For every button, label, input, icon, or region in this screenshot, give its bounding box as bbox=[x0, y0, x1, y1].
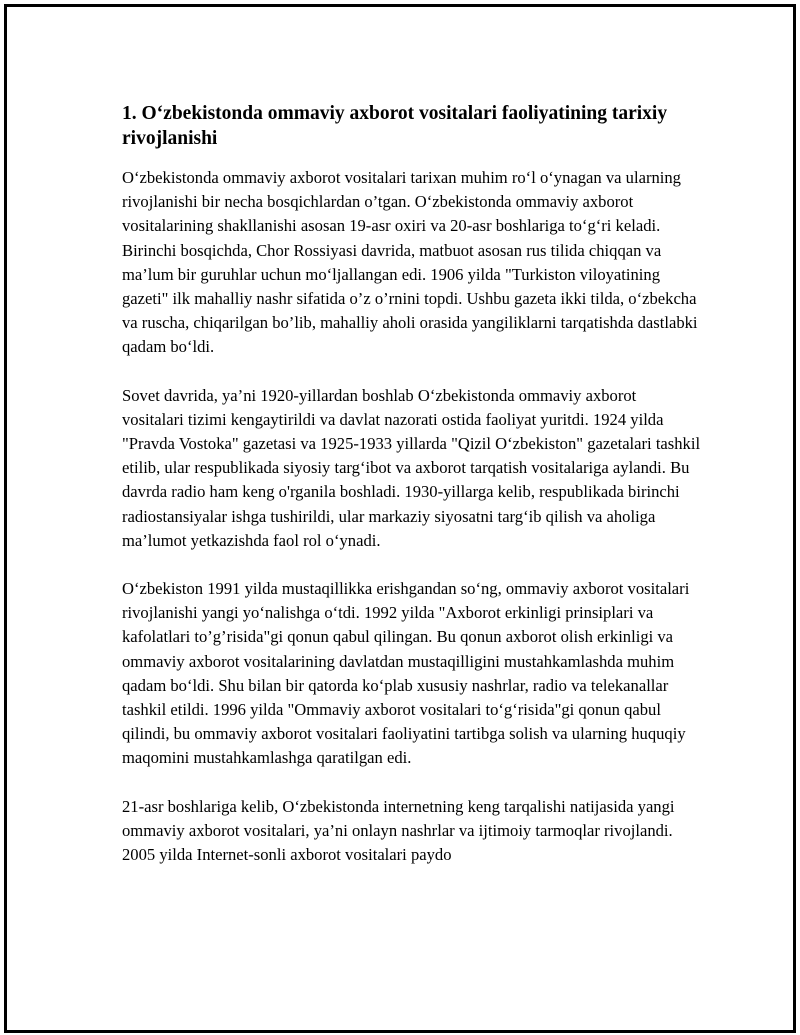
document-content bbox=[122, 101, 702, 891]
page-frame bbox=[4, 4, 796, 1033]
paragraph-1: O‘zbekistonda ommaviy axborot vositalari tarixan muhim ro‘l o‘ynagan va ularning rivojlanishi bir necha bosqichlardan o’tgan. O‘zbekistonda ommaviy axborot vositalarining shakllanishi asosan 19-asr oxiri va 20-asr boshlariga to‘g‘ri keladi. Birinchi bosqichda, Chor Rossiyasi davrida, matbuot asosan rus tilida chiqqan va ma’lum bir guruhlar uchun mo‘ljallangan edi. 1906 yilda "Turkiston viloyatining gazeti" ilk mahalliy nashr sifatida o’z o’rnini topdi. Ushbu gazeta ikki tilda, o‘zbekcha va ruscha, chiqarilgan bo’lib, mahalliy aholi orasida yangiliklarni tarqatishda dastlabki qadam bo‘ldi. bbox=[122, 168, 698, 357]
section-heading: 1. O‘zbekistonda ommaviy axborot vositalari faoliyatining tarixiy rivojlanishi bbox=[122, 103, 668, 149]
paragraph-3: O‘zbekiston 1991 yilda mustaqillikka erishgandan so‘ng, ommaviy axborot vositalari rivojlanishi yangi yo‘nalishga o‘tdi. 1992 yilda "Axborot erkinligi prinsiplari va kafolatlari to’g’risida"gi qonun qabul qilingan. Bu qonun axborot olish erkinligi va ommaviy axborot vositalarining davlatdan mustaqilligini mustahkamlashda muhim qadam bo‘ldi. Shu bilan bir qatorda ko‘plab xususiy nashrlar, radio va telekanallar tashkil etildi. 1996 yilda "Ommaviy axborot vositalari to‘g‘risida"gi qonun qabul qilindi, bu ommaviy axborot vositalari faoliyatini tartibga solish va ularning huquqiy maqomini mustahkamlashga qaratilgan edi. bbox=[122, 579, 690, 768]
paragraph-4: 21-asr boshlariga kelib, O‘zbekistonda internetning keng tarqalishi natijasida yangi ommaviy axborot vositalari, ya’ni onlayn nashrlar va ijtimoiy tarmoqlar rivojlandi. 2005 yilda Internet-sonli axborot vositalari paydo bbox=[122, 796, 675, 865]
paragraph-2: Sovet davrida, ya’ni 1920-yillardan boshlab O‘zbekistonda ommaviy axborot vositalari tizimi kengaytirildi va davlat nazorati ostida faoliyat yuritdi. 1924 yilda "Pravda Vostoka" gazetasi va 1925-1933 yillarda "Qizil O‘zbekiston" gazetalari tashkil etilib, ular respublikada siyosiy targ‘ibot va axborot tarqatish vositalariga aylandi. Bu davrda radio ham keng o'rganila boshladi. 1930-yillarga kelib, respublikada birinchi radiostansiyalar ishga tushirildi, ular markaziy siyosatni targ‘ib qilish va aholiga ma’lumot yetkazishda faol rol o‘ynadi. bbox=[122, 385, 701, 550]
